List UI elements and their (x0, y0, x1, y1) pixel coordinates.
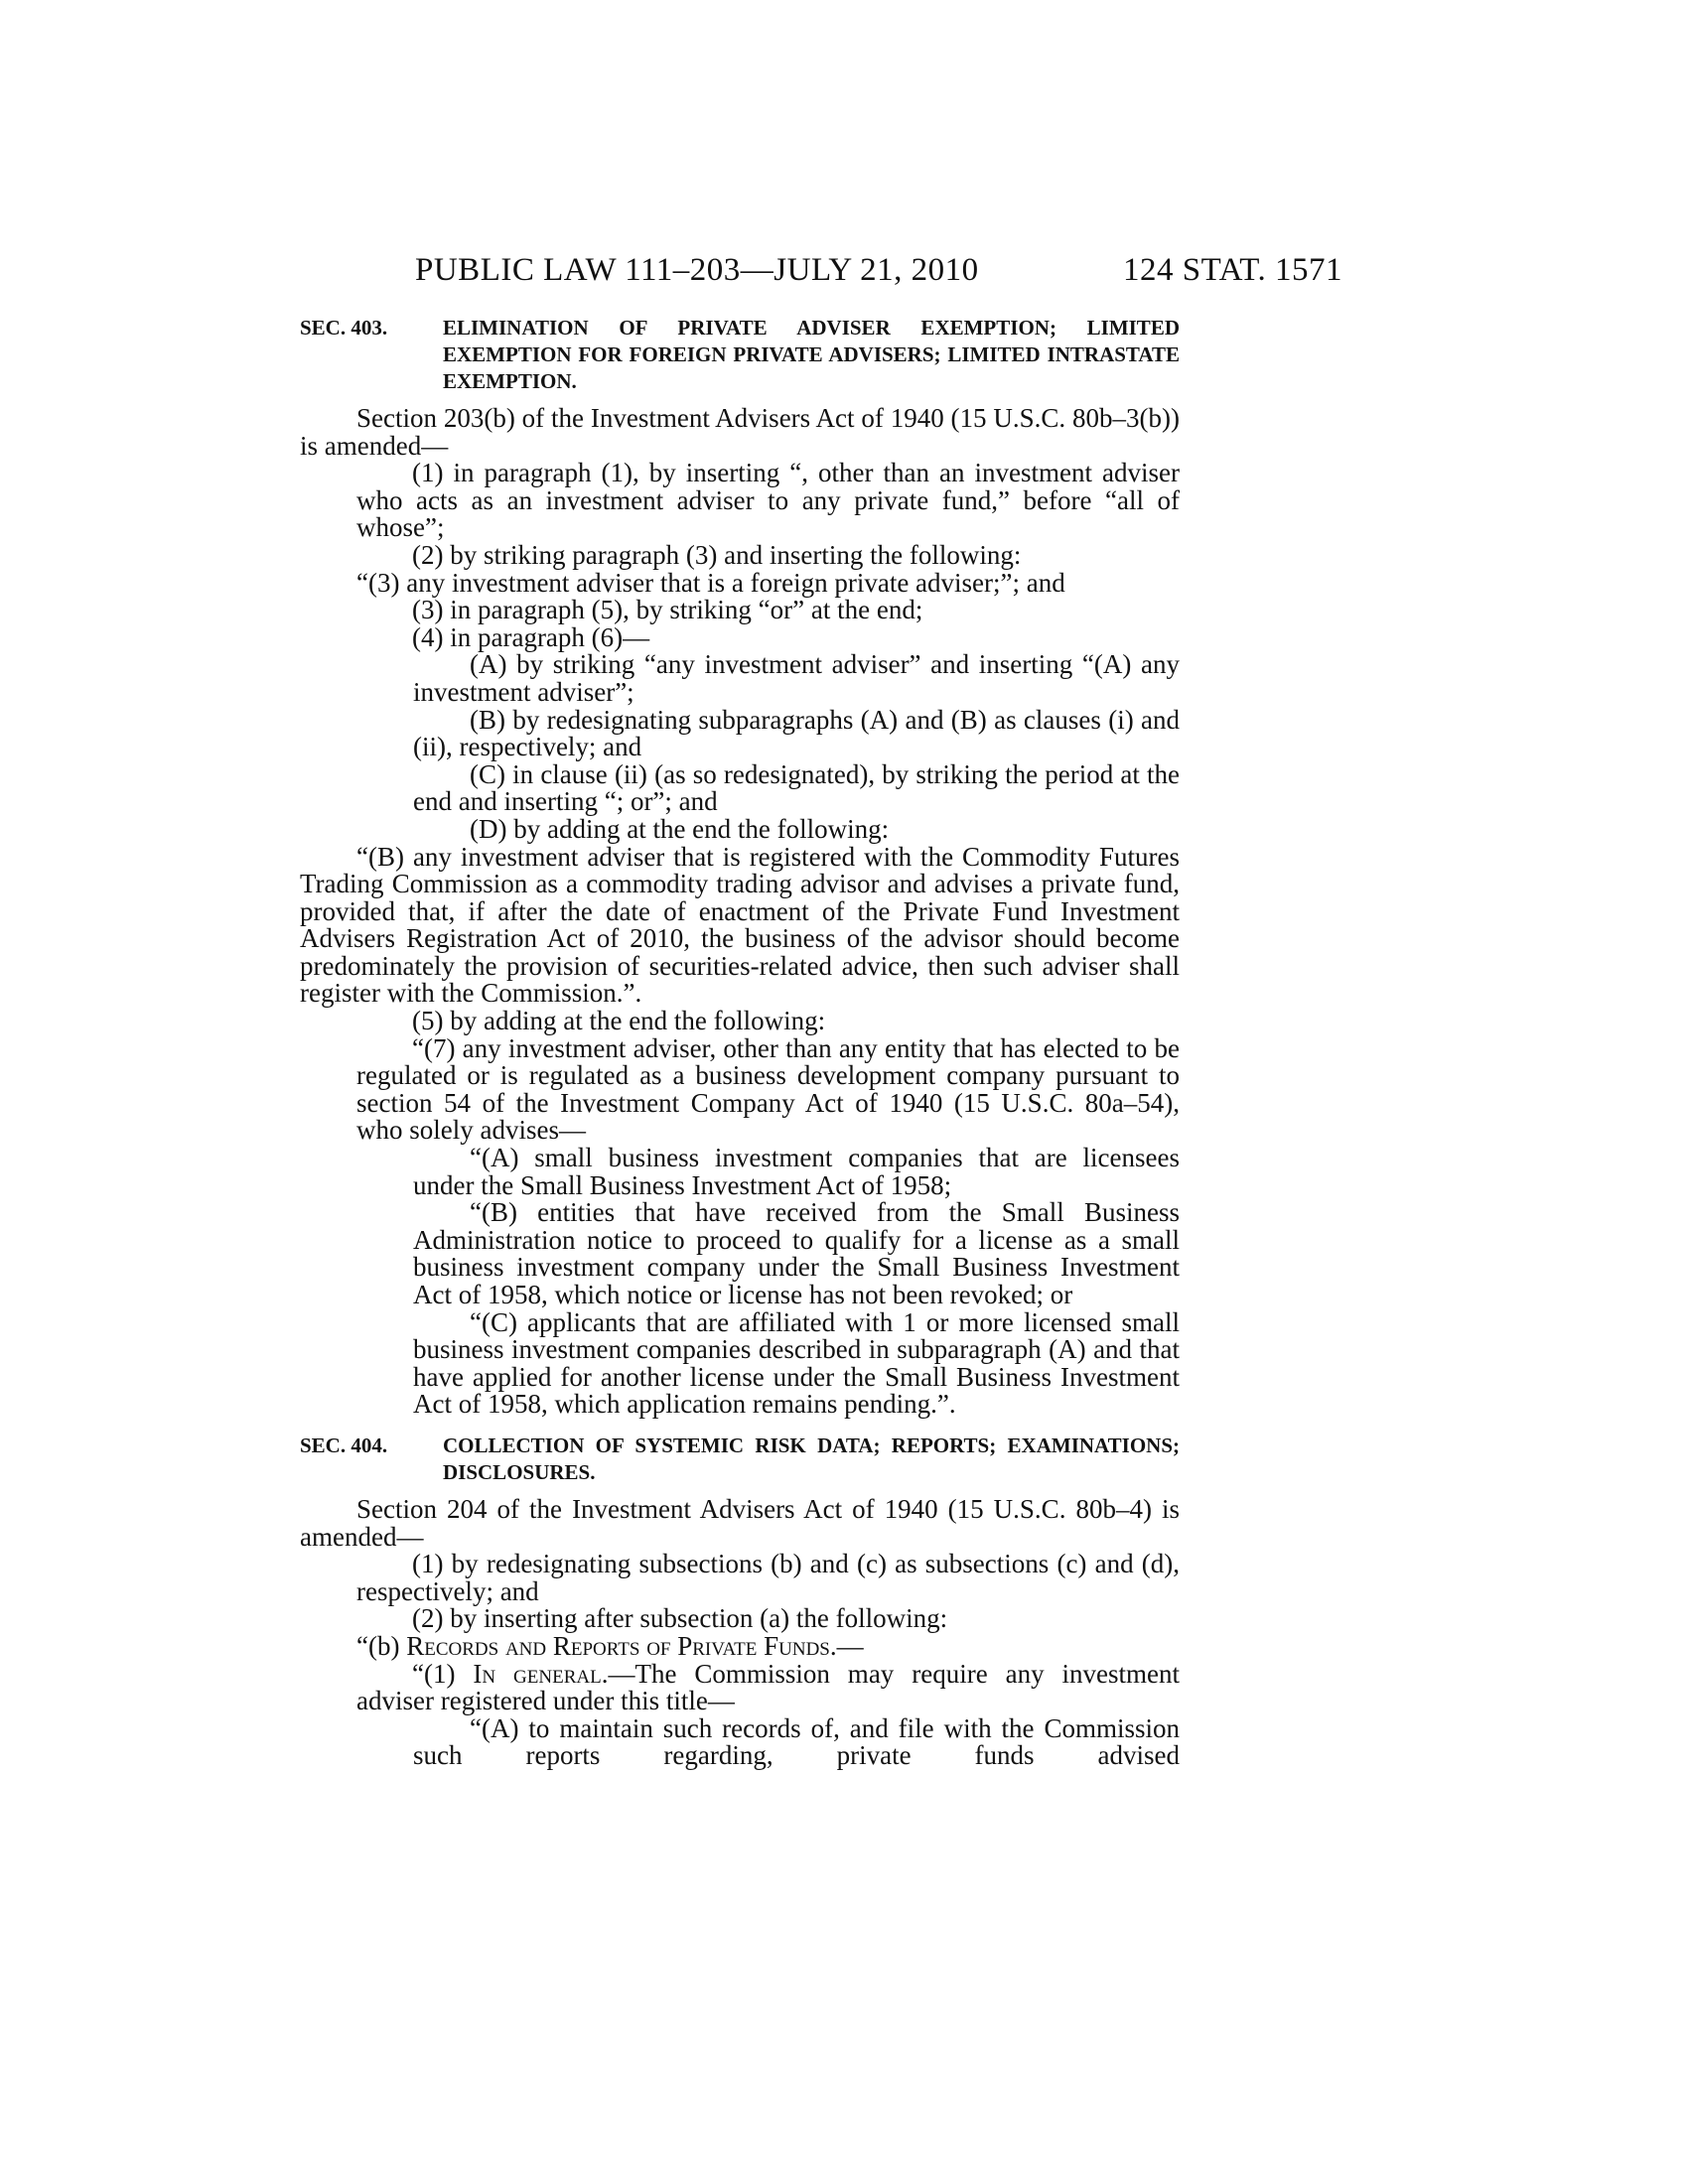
quoted-subparagraph-b: “(B) entities that have received from the Small Business Administration notice to proceed to qualify for a license as a small business investment company under the Small Business Investment Act of 1958, which notice or license has not been revoked; or (413, 1197, 1180, 1309)
section-intro: Section 204 of the Investment Advisers Act of 1940 (15 U.S.C. 80b–4) is amended— (300, 1493, 1180, 1552)
section-intro: Section 203(b) of the Investment Advisers Act of 1940 (15 U.S.C. 80b–3(b)) is amended— (300, 403, 1180, 461)
paragraph-1: (1) by redesignating subsections (b) and (c) as subsections (c) and (d), respectively; and (356, 1549, 1180, 1606)
paragraph-b1: “(1) In general.—The Commission may require any investment adviser registered under this title— (356, 1658, 1180, 1716)
paragraph-2: (2) by inserting after subsection (a) the following: (412, 1603, 948, 1634)
section-404-heading (300, 1433, 1180, 1486)
section-403-heading (300, 315, 1180, 395)
subparagraph-4c: (C) in clause (ii) (as so redesignated), by striking the period at the end and inserting “; or”; and (413, 758, 1180, 817)
paragraph-3: (3) in paragraph (5), by striking “or” at the end; (412, 595, 923, 625)
quoted-paragraph-7: “(7) any investment adviser, other than any entity that has elected to be regulated or is regulated as a business development company pursuant to section 54 of the Investment Company Act of 1940 (15 U.S.C. 80a–54), who solely advises— (356, 1032, 1180, 1146)
paragraph-1: (1) in paragraph (1), by inserting “, other than an investment adviser who acts as an investment adviser to any private fund,” before “all of whose”; (356, 458, 1180, 543)
section-number: SEC. 403. (300, 316, 388, 340)
paragraph-5: (5) by adding at the end the following: (412, 1006, 826, 1036)
quoted-subparagraph-a: “(A) small business investment companies that are licensees under the Small Business Investment Act of 1958; (413, 1143, 1180, 1200)
section-number: SEC. 404. (300, 1433, 388, 1457)
quoted-clause-b: “(B) any investment adviser that is registered with the Commodity Futures Trading Commission as a commodity trading advisor and advises a private fund, provided that, if after the date of enactment of the Private Fund Investment Advisers Registration Act of 2010, the business of the advisor should become predominately the provision of securities-related advice, then such adviser shall register with the Commission.”. (300, 841, 1180, 1009)
section-title: ELIMINATION OF PRIVATE ADVISER EXEMPTION; LIMITED EXEMPTION FOR FOREIGN PRIVATE ADVISERS; LIMITED INTRASTATE EXEMPTION. (443, 316, 1180, 393)
quoted-paragraph-3: “(3) any investment adviser that is a foreign private adviser;”; and (356, 567, 1065, 598)
subparagraph-4a: (A) by striking “any investment adviser” and inserting “(A) any investment adviser”; (413, 649, 1180, 707)
subparagraph-b1a: “(A) to maintain such records of, and file with the Commission such reports regarding, private funds advised (413, 1712, 1180, 1771)
section-title: COLLECTION OF SYSTEMIC RISK DATA; REPORTS; EXAMINATIONS; DISCLOSURES. (443, 1433, 1180, 1484)
document-body (300, 315, 1180, 1770)
subsection-b-heading: “(b) Records and Reports of Private Funds.— (356, 1630, 864, 1661)
header-title: PUBLIC LAW 111–203—JULY 21, 2010 (415, 252, 979, 288)
paragraph-2: (2) by striking paragraph (3) and inserting the following: (412, 539, 1022, 570)
subparagraph-4b: (B) by redesignating subparagraphs (A) and (B) as clauses (i) and (ii), respectively; and (413, 704, 1180, 762)
paragraph-4: (4) in paragraph (6)— (412, 621, 650, 652)
subparagraph-4d: (D) by adding at the end the following: (470, 813, 890, 844)
header-page-number: 124 STAT. 1571 (1123, 252, 1343, 288)
running-header (0, 252, 1688, 292)
quoted-subparagraph-c: “(C) applicants that are affiliated with 1 or more licensed small business investment companies described in subparagraph (A) and that have applied for another license under the Small Business Investment Act of 1958, which application remains pending.”. (413, 1306, 1180, 1420)
